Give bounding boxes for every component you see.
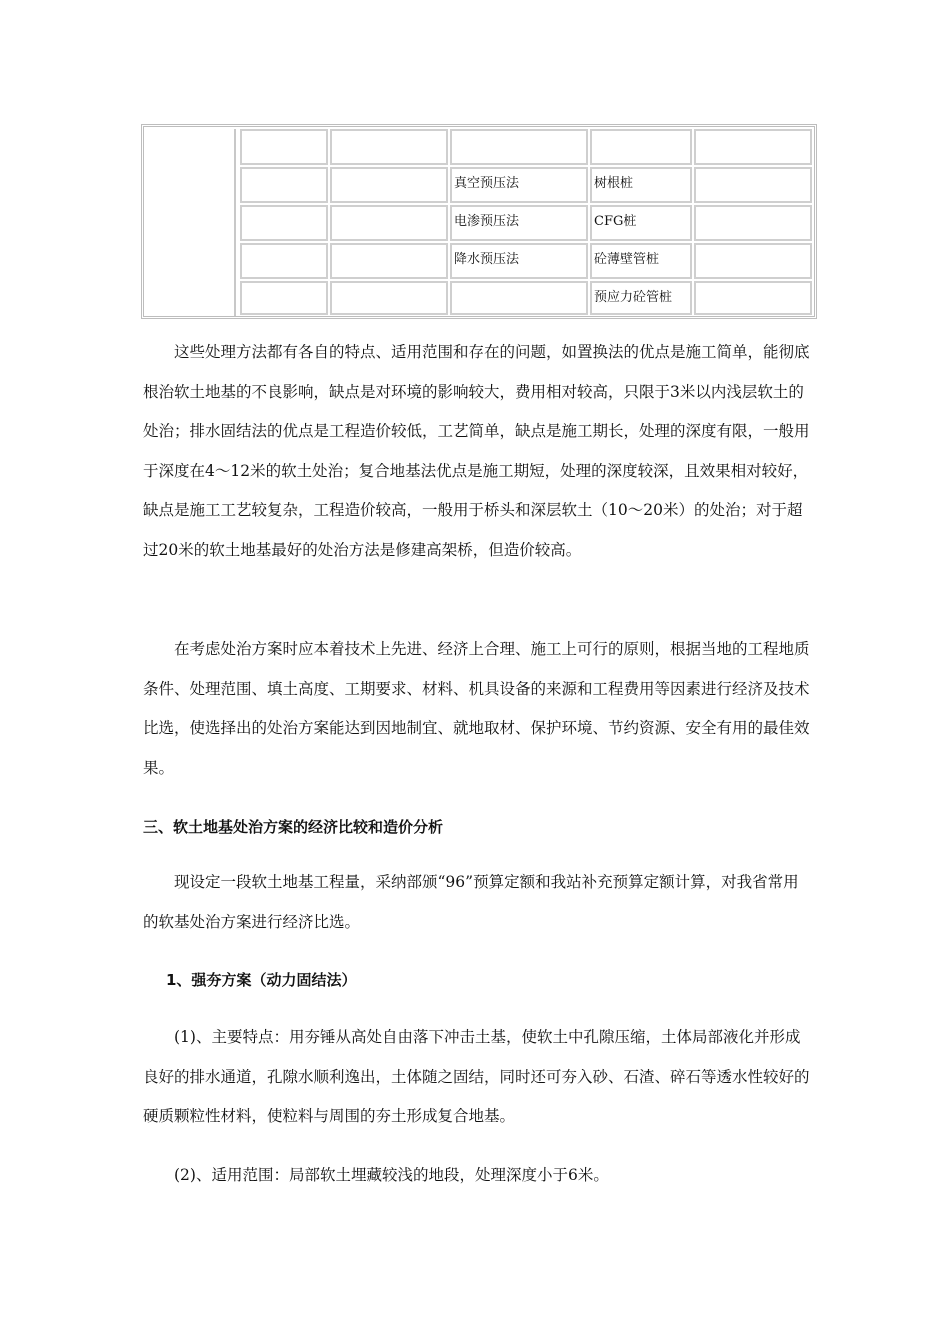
table-cell: 预应力砼管桩 <box>590 281 692 315</box>
table-cell <box>240 167 328 203</box>
paragraph-cost-assumption: 现设定一段软土地基工程量，采纳部颁“96”预算定额和我站补充预算定额计算，对我省常用的软基处治方案进行经济比选。 <box>143 873 799 931</box>
table-cell <box>694 129 812 165</box>
table-cell <box>330 167 448 203</box>
table-cell <box>240 129 328 165</box>
table-cell <box>330 281 448 315</box>
table-cell: 电渗预压法 <box>450 205 588 241</box>
table-cell <box>240 243 328 279</box>
paragraph-main-features: (1)、主要特点：用夯锤从高处自由落下冲击土基，使软土中孔隙压缩，土体局部液化并形成良好的排水通道，孔隙水顺利逸出，土体随之固结，同时还可夯入砂、石渣、碎石等透水性较好的硬质颗粒性材料，使粒料与周围的夯土形成复合地基。 <box>143 1028 810 1126</box>
table-left-merged-cell <box>146 129 236 316</box>
table-cell <box>330 129 448 165</box>
table-cell <box>590 129 692 165</box>
paragraph-methods-comparison: 这些处理方法都有各自的特点、适用范围和存在的问题，如置换法的优点是施工简单，能彻底根治软土地基的不良影响，缺点是对环境的影响较大，费用相对较高，只限于3米以内浅层软土的处治；排水固结法的优点是工程造价较低，工艺简单，缺点是施工期长，处理的深度有限，一般用于深度在4～12米的软土处治；复合地基法优点是施工期短，处理的深度较深，且效果相对较好，缺点是施工工艺较复杂，工程造价较高，一般用于桥头和深层软土（10～20米）的处治；对于超过20米的软土地基最好的处治方法是修建高架桥，但造价较高。 <box>143 343 810 559</box>
table-cell <box>694 167 812 203</box>
subheading-dynamic-compaction: 1、强夯方案（动力固结法） <box>166 971 357 989</box>
table-cell <box>694 281 812 315</box>
table-cell <box>330 205 448 241</box>
table-cell <box>240 205 328 241</box>
table-cell <box>450 281 588 315</box>
table-cell <box>240 281 328 315</box>
table-cell <box>330 243 448 279</box>
paragraph-selection-principles: 在考虑处治方案时应本着技术上先进、经济上合理、施工上可行的原则，根据当地的工程地质条件、处理范围、填土高度、工期要求、材料、机具设备的来源和工程费用等因素进行经济及技术比选，使选择出的处治方案能达到因地制宜、就地取材、保护环境、节约资源、安全有用的最佳效果。 <box>143 640 810 777</box>
table-cell <box>694 243 812 279</box>
table-cell <box>450 129 588 165</box>
treatment-methods-table <box>141 124 817 319</box>
table-cell: 降水预压法 <box>450 243 588 279</box>
table-cell: 树根桩 <box>590 167 692 203</box>
paragraph-application-scope: (2)、适用范围：局部软土埋藏较浅的地段，处理深度小于6米。 <box>174 1166 609 1184</box>
table-cell: CFG桩 <box>590 205 692 241</box>
table-cell: 砼薄壁管桩 <box>590 243 692 279</box>
table-cell: 真空预压法 <box>450 167 588 203</box>
table-cell <box>694 205 812 241</box>
section-heading-economic-comparison: 三、软土地基处治方案的经济比较和造价分析 <box>143 818 444 836</box>
